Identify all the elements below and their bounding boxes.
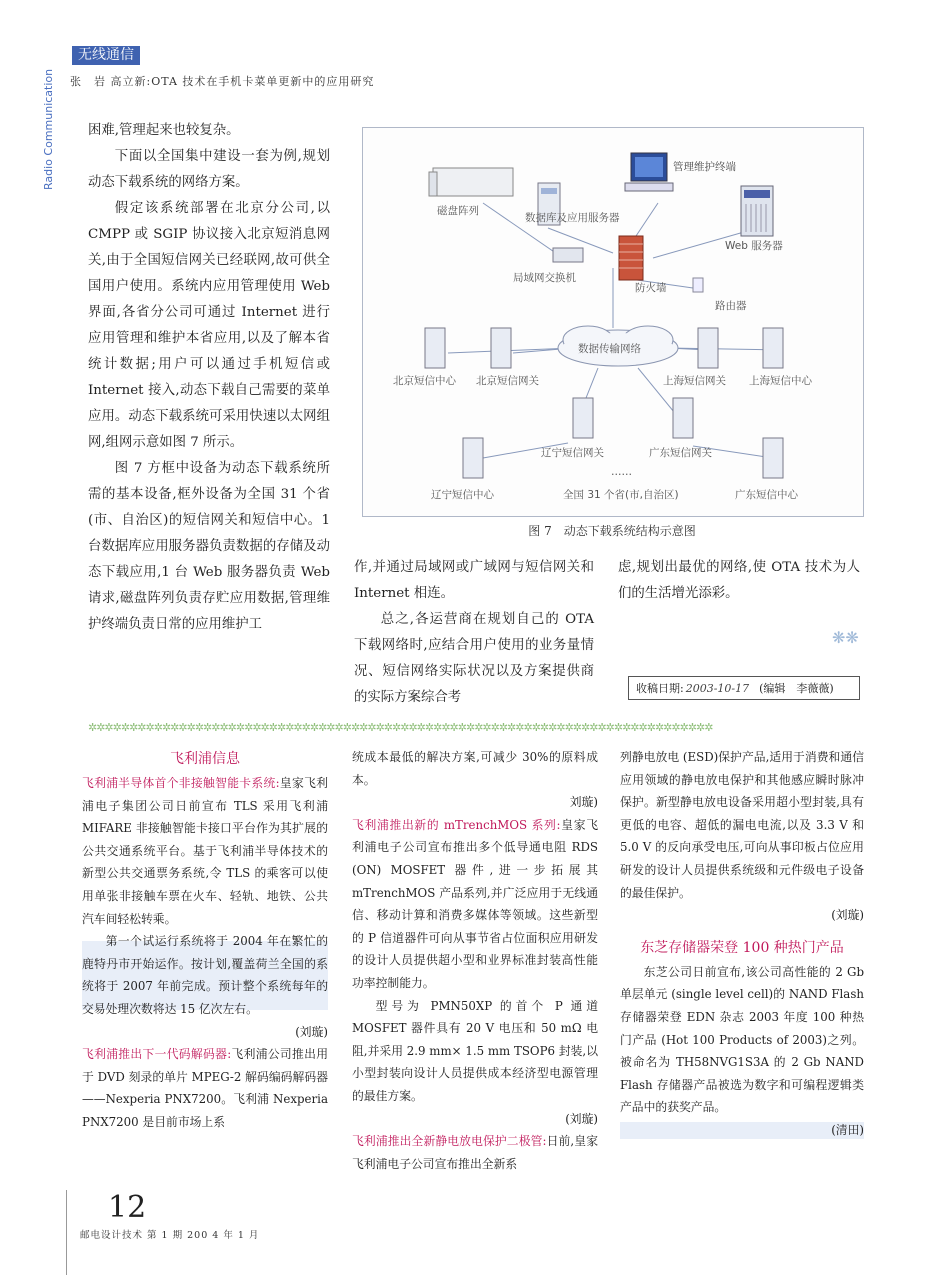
news-body: 列静电放电 (ESD)保护产品,适用于消费和通信应用领域的静电放电保护和其他感应瞬时脉冲保护。新型静电放电设备采用超小型封装,具有更低的电容、超低的漏电电流,以及 3.3 V 和 5.0 V 的反向承受电压,可向从事印板占位应用研发的设计人员提供系统级和元件级电子设备的最佳保护。 bbox=[620, 750, 864, 900]
news-body: 皇家飞利浦电子集团公司日前宣布 TLS 采用飞利浦 MIFARE 非接触智能卡接口平台作为其扩展的公共交通系统平台。基于飞利浦半导体技术的新型公共交通票务系统,令 TLS 的乘客可以使用单张非接触车票在火车、轻轨、地铁、公共汽车间轻松转乘。 bbox=[82, 776, 328, 926]
label-ln-center: 辽宁短信中心 bbox=[431, 489, 494, 501]
news-body: 东芝公司日前宣布,该公司高性能的 2 Gb 单层单元 (single level cell)的 NAND Flash 存储器荣登 EDN 杂志 2003 年度 100 种热门产品 (Hot 100 Products of 2003)之列。被命名为 TH58NVG1S3A 的 2 Gb NAND Flash 存储器产品被选为数字和可编程逻辑类产品中的获奖产品。 bbox=[620, 964, 864, 1115]
news-author: (刘璇) bbox=[831, 908, 864, 923]
paragraph: 虑,规划出最优的网络,使 OTA 技术为人们的生活增光添彩。 bbox=[618, 560, 860, 601]
paragraph: 下面以全国集中建设一套为例,规划动态下载系统的网络方案。 bbox=[88, 149, 330, 190]
paragraph: 困难,管理起来也较复杂。 bbox=[88, 123, 240, 138]
side-label: Radio Communication bbox=[42, 68, 55, 190]
article-column-1 bbox=[88, 118, 330, 638]
firewall-icon bbox=[619, 236, 643, 280]
label-gd-gateway: 广东短信网关 bbox=[649, 447, 712, 459]
label-bj-center: 北京短信中心 bbox=[393, 375, 456, 387]
management-terminal-icon bbox=[625, 153, 673, 191]
label-router: 路由器 bbox=[715, 300, 747, 312]
received-date: 2003-10-17 bbox=[685, 682, 750, 695]
editor-note: (编辑 李薇薇) bbox=[759, 682, 834, 695]
paragraph: 图 7 方框中设备为动态下载系统所需的基本设备,框外设备为全国 31 个省 (市、自治区)的短信网关和短信中心。1 台数据库应用服务器负责数据的存储及动态下载应用,1 台 Web 服务器负责 Web 请求,磁盘阵列负责存贮应用数据,管理维护终端负责日常的应用维护工 bbox=[88, 461, 330, 632]
page-number: 12 bbox=[108, 1190, 147, 1225]
decorative-divider: ✲✲✲✲✲✲✲✲✲✲✲✲✲✲✲✲✲✲✲✲✲✲✲✲✲✲✲✲✲✲✲✲✲✲✲✲✲✲✲✲✲✲✲✲✲✲✲✲✲✲✲✲✲✲✲✲✲✲✲✲✲✲✲✲✲✲✲✲✲✲✲✲✲✲✲✲ bbox=[88, 721, 713, 734]
received-date-box bbox=[628, 676, 860, 700]
news-column-3 bbox=[620, 746, 864, 1142]
news-author: (刘璇) bbox=[565, 1111, 598, 1126]
news-column-2 bbox=[352, 746, 598, 1175]
news-headline: 飞利浦推出全新静电放电保护二极管: bbox=[352, 1134, 547, 1149]
network-diagram bbox=[363, 128, 863, 516]
disk-array-icon bbox=[429, 168, 513, 196]
footer-rule bbox=[66, 1190, 67, 1275]
news-section-title: 东芝存储器荣登 100 种热门产品 bbox=[640, 939, 844, 956]
label-firewall: 防火墙 bbox=[635, 282, 667, 294]
news-section-title: 飞利浦信息 bbox=[170, 751, 240, 767]
label-mgmt-terminal: 管理维护终端 bbox=[673, 161, 736, 173]
label-gd-center: 广东短信中心 bbox=[735, 489, 798, 501]
news-body: 第一个试运行系统将于 2004 年在繁忙的鹿特丹市开始运作。按计划,覆盖荷兰全国的系统将于 2007 年前完成。预计整个系统每年的交易处理次数将达 15 亿次左右。 bbox=[82, 930, 328, 1020]
news-headline: 飞利浦半导体首个非接触智能卡系统: bbox=[82, 776, 280, 790]
news-column-1 bbox=[82, 746, 328, 1134]
label-sh-gateway: 上海短信网关 bbox=[663, 375, 726, 387]
label-ln-gateway: 辽宁短信网关 bbox=[541, 447, 604, 459]
news-body: 型号为 PMN50XP 的首个 P 通道 MOSFET 器件具有 20 V 电压和 50 mΩ 电阻,并采用 2.9 mm× 1.5 mm TSOP6 封装,以小型封装向设计人员提供成本经济型电源管理的最佳方案。 bbox=[352, 998, 598, 1103]
article-column-3 bbox=[618, 555, 860, 607]
news-author: (刘璇) bbox=[295, 1024, 328, 1039]
news-headline: 飞利浦推出新的 mTrenchMOS 系列: bbox=[352, 817, 561, 832]
article-header: 张 岩 高立新:OTA 技术在手机卡菜单更新中的应用研究 bbox=[70, 75, 375, 88]
news-author: (清田) bbox=[620, 1119, 864, 1142]
label-national: 全国 31 个省(市,自治区) bbox=[563, 489, 679, 501]
paragraph: 总之,各运营商在规划自己的 OTA 下载网络时,应结合用户使用的业务量情况、短信网络实际状况以及方案提供商的实际方案综合考 bbox=[354, 612, 594, 705]
label-bj-gateway: 北京短信网关 bbox=[476, 375, 539, 387]
label-db-server: 数据库及应用服务器 bbox=[525, 212, 620, 224]
news-body: 皇家飞利浦电子公司宣布推出多个低导通电阻 RDS (ON) MOSFET 器件,进一步拓展其 mTrenchMOS 产品系列,并广泛应用于无线通信、移动计算和消费多媒体等领域。这些新型的 P 信道器件可向从事节省占位面积应用研发的设计人员提供超小型和业界标准封装高性能功率控制能力。 bbox=[352, 817, 598, 990]
label-disk-array: 磁盘阵列 bbox=[437, 205, 479, 217]
router-icon bbox=[693, 278, 703, 292]
figure-caption: 图 7 动态下载系统结构示意图 bbox=[528, 524, 696, 538]
label-web-server: Web 服务器 bbox=[725, 240, 783, 252]
network-figure bbox=[362, 127, 864, 517]
label-sh-center: 上海短信中心 bbox=[749, 375, 812, 387]
news-body: 统成本最低的解决方案,可减少 30%的原料成本。 bbox=[352, 750, 598, 787]
news-body: 飞利浦公司推出用于 DVD 刻录的单片 MPEG-2 解码编码解码器——Nexperia PNX7200。飞利浦 Nexperia PNX7200 是目前市场上系 bbox=[82, 1047, 328, 1129]
paragraph: 假定该系统部署在北京分公司,以 CMPP 或 SGIP 协议接入北京短消息网关,由于全国短信网关已经联网,故可供全国用户使用。系统内应用管理使用 Web 界面,各省分公司可通过 Internet 进行应用管理和维护本省应用,以及了解本省统计数据;用户可以通过手机短信或 Internet 接入,动态下载自己需要的菜单应用。动态下载系统可采用快速以太网组网,组网示意如图 7 所示。 bbox=[88, 201, 330, 450]
section-badge: 无线通信 bbox=[72, 46, 140, 65]
label-network: 数据传输网络 bbox=[578, 343, 641, 355]
article-column-2 bbox=[354, 555, 594, 711]
received-label: 收稿日期: bbox=[636, 682, 684, 695]
news-headline: 飞利浦推出下一代码解码器: bbox=[82, 1047, 232, 1062]
end-mark-icon: ❋❋ bbox=[832, 628, 859, 647]
paragraph: 作,并通过局域网或广域网与短信网关和 Internet 相连。 bbox=[354, 560, 594, 601]
web-server-icon bbox=[741, 186, 773, 236]
journal-footer: 邮电设计技术 第 1 期 200 4 年 1 月 bbox=[80, 1230, 260, 1241]
label-lan-switch: 局域网交换机 bbox=[513, 272, 576, 284]
lan-switch-icon bbox=[553, 248, 583, 262]
news-author: 刘璇) bbox=[569, 795, 598, 810]
label-ellipsis: …… bbox=[611, 466, 632, 478]
news-body: 日前,皇家飞利浦电子公司宣布推出全新系 bbox=[352, 1134, 598, 1171]
